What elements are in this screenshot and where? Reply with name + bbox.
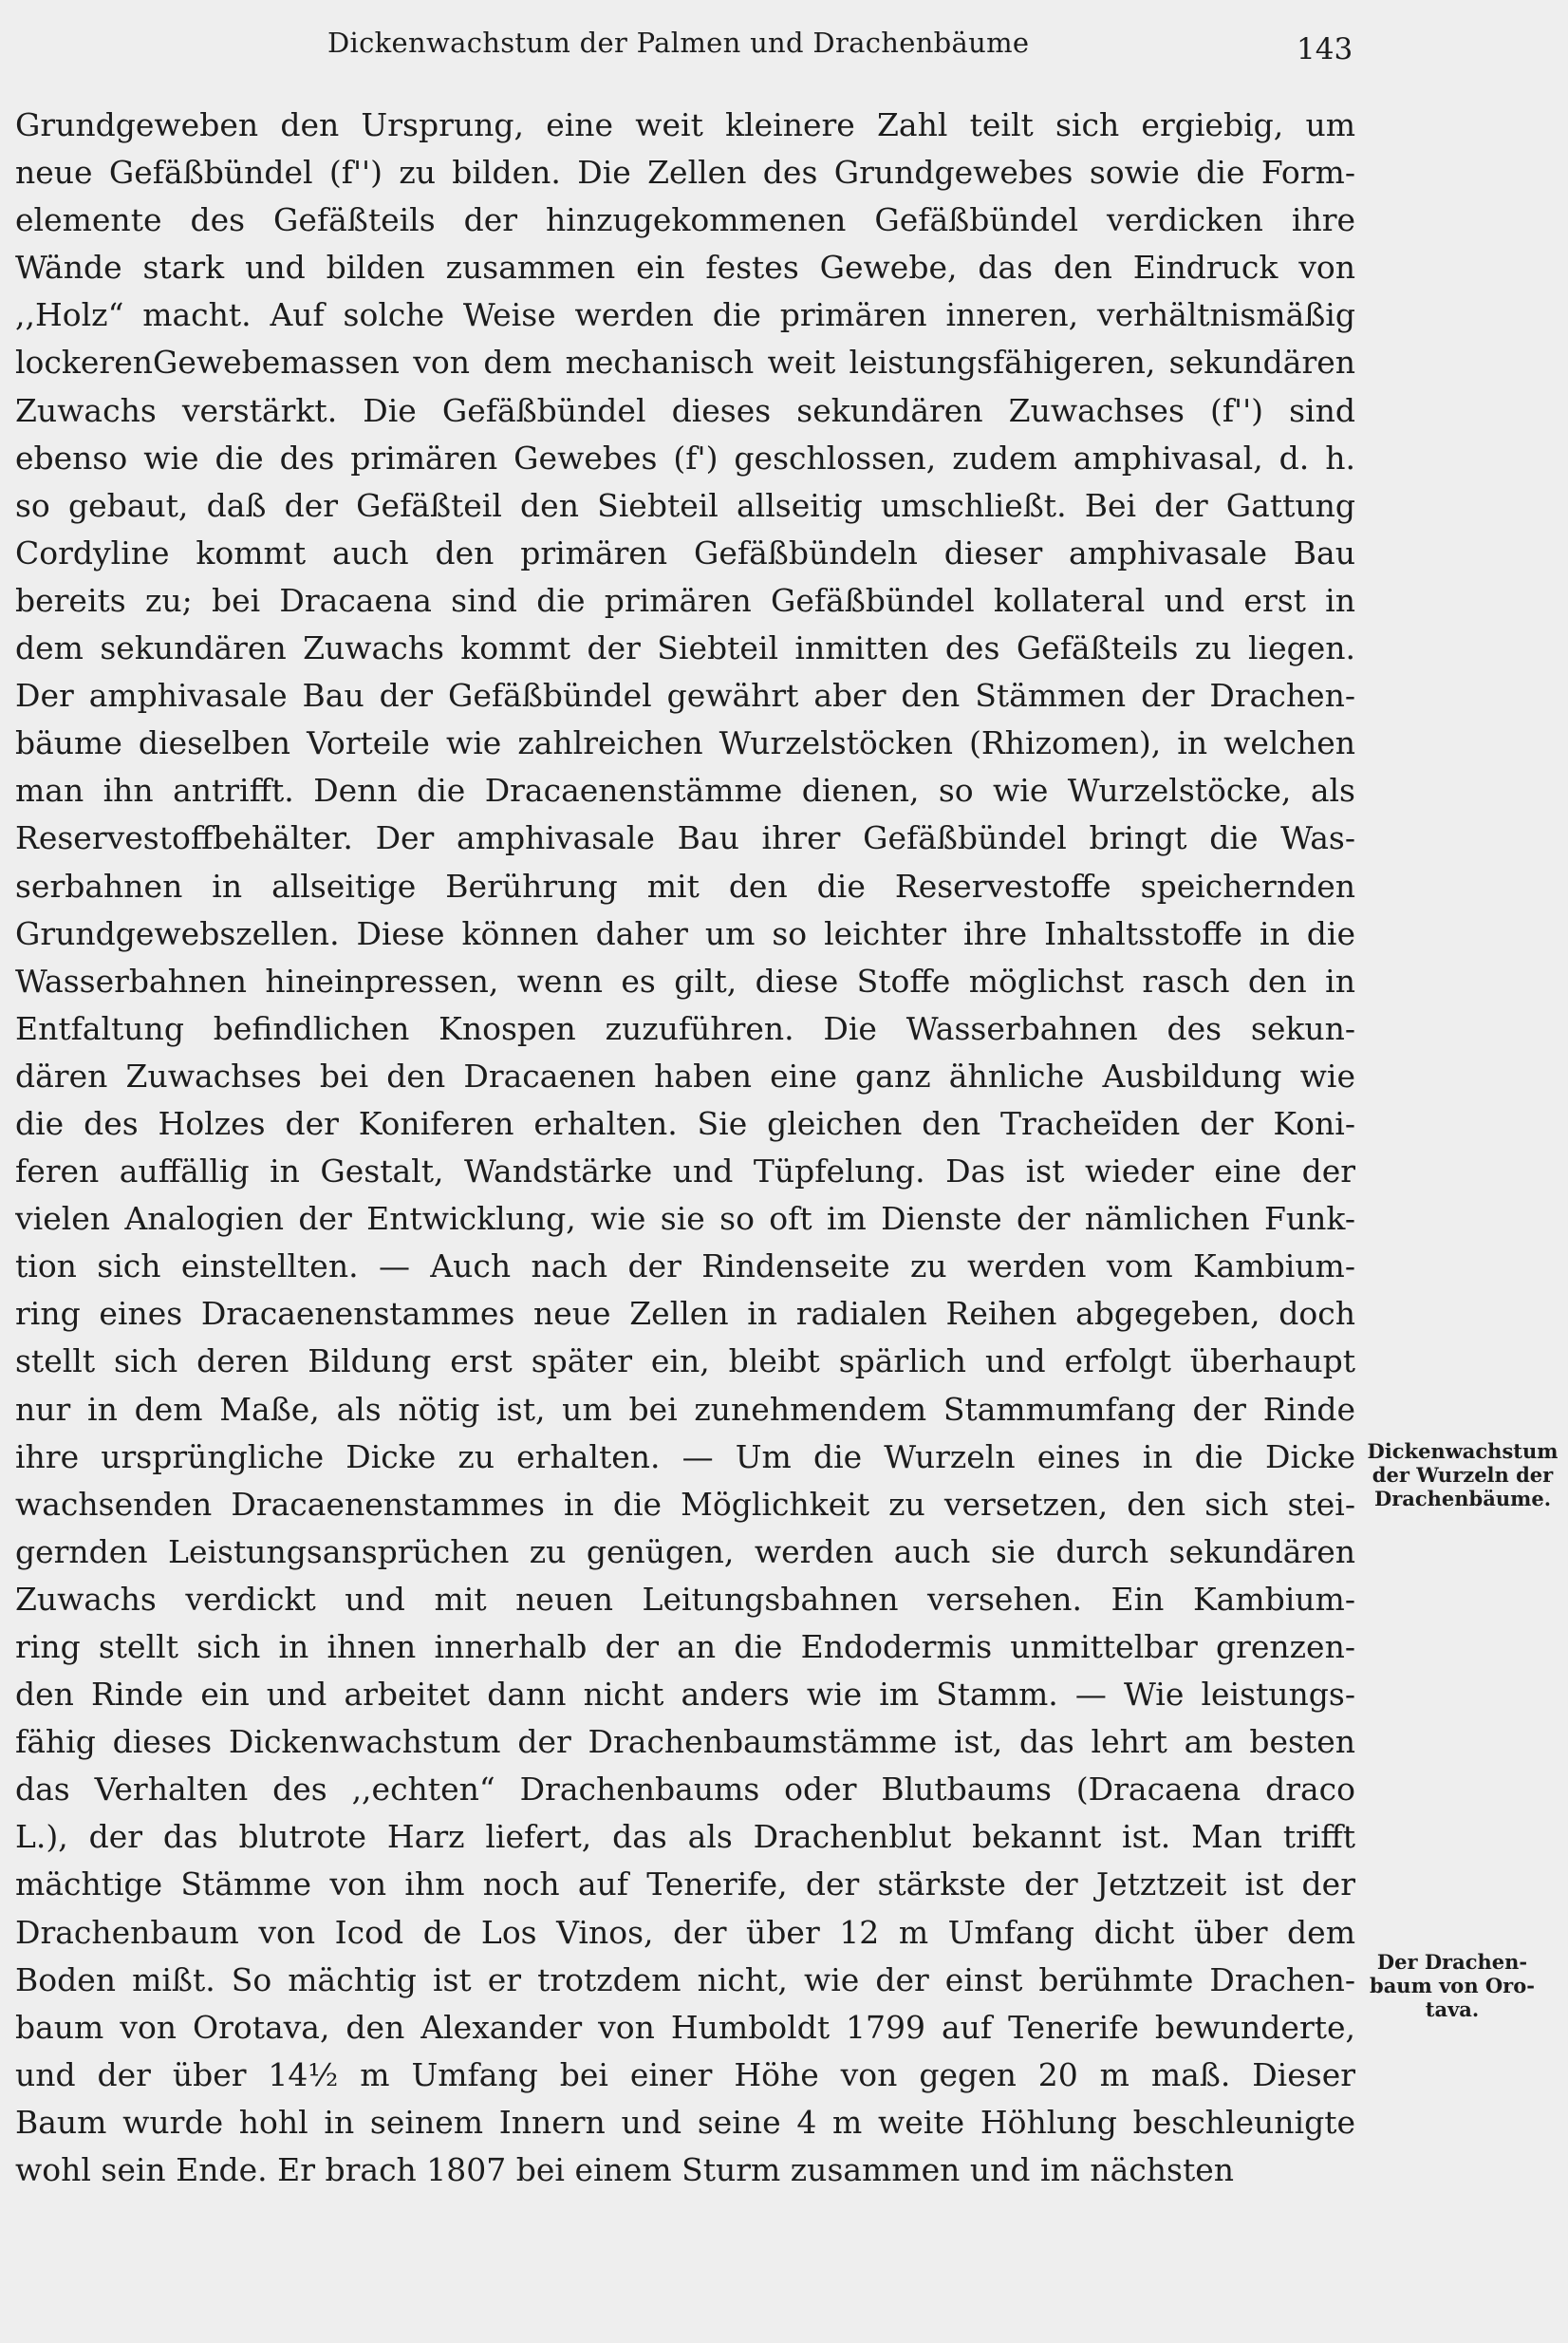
text-line: Zuwachs verstärkt. Die Gefäßbündel dieses sekundären Zuwachses (f'') sind <box>15 391 1355 429</box>
text-line: Der amphivasale Bau der Gefäßbündel gewährt aber den Stämmen der Drachen- <box>15 677 1355 715</box>
margin-note-orotava-tree <box>1363 1950 1541 2021</box>
text-line: ihre ursprüngliche Dicke zu erhalten. — Um die Wurzeln eines in die Dicke <box>15 1437 1355 1475</box>
text-line: Cordyline kommt auch den primären Gefäßbündeln dieser amphivasale Bau <box>15 534 1355 572</box>
running-head <box>0 27 1568 65</box>
text-line: den Rinde ein und arbeitet dann nicht anders wie im Stamm. — Wie leistungs- <box>15 1676 1355 1714</box>
text-line: Drachenbaum von Icod de Los Vinos, der über 12 m Umfang dicht über dem <box>15 1913 1355 1951</box>
text-line: nur in dem Maße, als nötig ist, um bei zunehmendem Stammumfang der Rinde <box>15 1390 1355 1428</box>
text-line: Wasserbahnen hineinpressen, wenn es gilt, diese Stoffe möglichst rasch den in <box>15 962 1355 1000</box>
text-line: wohl sein Ende. Er brach 1807 bei einem Sturm zusammen und im nächsten <box>15 2151 1235 2189</box>
text-line: die des Holzes der Koniferen erhalten. Sie gleichen den Tracheïden der Koni- <box>15 1104 1355 1142</box>
text-line: stellt sich deren Bildung erst später ein, bleibt spärlich und erfolgt überhaupt <box>15 1342 1355 1380</box>
text-line: so gebaut, daß der Gefäßteil den Siebteil allseitig umschließt. Bei der Gattung <box>15 486 1355 524</box>
text-line: tion sich einstellten. — Auch nach der Rindenseite zu werden vom Kambium- <box>15 1247 1355 1285</box>
text-line: Baum wurde hohl in seinem Innern und seine 4 m weite Höhlung beschleunigte <box>15 2103 1355 2141</box>
text-line: feren auffällig in Gestalt, Wandstärke und Tüpfelung. Das ist wieder eine der <box>15 1153 1355 1190</box>
text-line: neue Gefäßbündel (f'') zu bilden. Die Zellen des Grundgewebes sowie die Form- <box>15 154 1355 192</box>
text-line: L.), der das blutrote Harz liefert, das als Drachenblut bekannt ist. Man trifft <box>15 1818 1355 1856</box>
text-line: fähig dieses Dickenwachstum der Drachenbaumstämme ist, das lehrt am besten <box>15 1723 1355 1761</box>
text-line: dem sekundären Zuwachs kommt der Siebteil inmitten des Gefäßteils zu liegen. <box>15 629 1355 667</box>
text-line: elemente des Gefäßteils der hinzugekommenen Gefäßbündel verdicken ihre <box>15 201 1355 239</box>
text-line: Entfaltung befindlichen Knospen zuzuführen. Die Wasserbahnen des sekun- <box>15 1009 1355 1047</box>
text-line: bereits zu; bei Dracaena sind die primären Gefäßbündel kollateral und erst in <box>15 581 1355 619</box>
text-line: bäume dieselben Vorteile wie zahlreichen Wurzelstöcken (Rhizomen), in welchen <box>15 724 1355 762</box>
text-line: ,,Holz“ macht. Auf solche Weise werden die primären inneren, verhältnismäßig <box>15 296 1355 334</box>
running-title: Dickenwachstum der Palmen und Drachenbäume <box>327 27 1030 59</box>
text-line: und der über 14½ m Umfang bei einer Höhe von gegen 20 m maß. Dieser <box>15 2055 1355 2093</box>
text-line: Reservestoffbehälter. Der amphivasale Bau ihrer Gefäßbündel bringt die Was- <box>15 819 1355 857</box>
margin-note-line: baum von Oro- <box>1370 1974 1535 1997</box>
text-line: ring stellt sich in ihnen innerhalb der an die Endodermis unmittelbar grenzen- <box>15 1628 1355 1665</box>
text-line: Wände stark und bilden zusammen ein festes Gewebe, das den Eindruck von <box>15 249 1355 287</box>
text-line: lockerenGewebemassen von dem mechanisch weit leistungsfähigeren, sekundären <box>15 344 1355 382</box>
text-line: serbahnen in allseitige Berührung mit den die Reservestoffe speichernden <box>15 867 1355 905</box>
text-line: mächtige Stämme von ihm noch auf Tenerife, der stärkste der Jetztzeit ist der <box>15 1865 1355 1903</box>
text-line: baum von Orotava, den Alexander von Humboldt 1799 auf Tenerife bewunderte, <box>15 2008 1355 2046</box>
text-line: Zuwachs verdickt und mit neuen Leitungsbahnen versehen. Ein Kambium- <box>15 1580 1355 1618</box>
page-number: 143 <box>1297 32 1353 66</box>
margin-note-line: Der Drachen- <box>1376 1950 1528 1974</box>
margin-note-line: tava. <box>1425 1997 1480 2021</box>
text-line: gernden Leistungsansprüchen zu genügen, werden auch sie durch sekundären <box>15 1532 1355 1570</box>
text-line: dären Zuwachses bei den Dracaenen haben eine ganz ähnliche Ausbildung wie <box>15 1057 1355 1095</box>
margin-note-line: Dickenwachstum <box>1367 1439 1559 1463</box>
margin-note-line: Drachenbäume. <box>1373 1487 1552 1510</box>
text-line: ring eines Dracaenenstammes neue Zellen in radialen Reihen abgegeben, doch <box>15 1295 1355 1333</box>
text-line: Boden mißt. So mächtig ist er trotzdem nicht, wie der einst berühmte Drachen- <box>15 1960 1355 1998</box>
text-line: ebenso wie die des primären Gewebes (f') geschlossen, zudem amphivasal, d. h. <box>15 439 1355 477</box>
text-line: vielen Analogien der Entwicklung, wie sie so oft im Dienste der nämlichen Funk- <box>15 1200 1355 1238</box>
text-line: man ihn antrifft. Denn die Dracaenenstämme dienen, so wie Wurzelstöcke, als <box>15 772 1355 810</box>
text-line: das Verhalten des ,,echten“ Drachenbaums oder Blutbaums (Dracaena draco <box>15 1771 1355 1809</box>
text-line: Grundgewebszellen. Diese können daher um so leichter ihre Inhaltsstoffe in die <box>15 914 1355 952</box>
margin-note-line: der Wurzeln der <box>1372 1463 1554 1487</box>
text-line: wachsenden Dracaenenstammes in die Möglichkeit zu versetzen, den sich stei- <box>15 1485 1355 1523</box>
text-line: Grundgeweben den Ursprung, eine weit kleinere Zahl teilt sich ergiebig, um <box>15 106 1355 143</box>
margin-note-root-growth <box>1359 1439 1566 1510</box>
body-text <box>15 102 1355 2194</box>
